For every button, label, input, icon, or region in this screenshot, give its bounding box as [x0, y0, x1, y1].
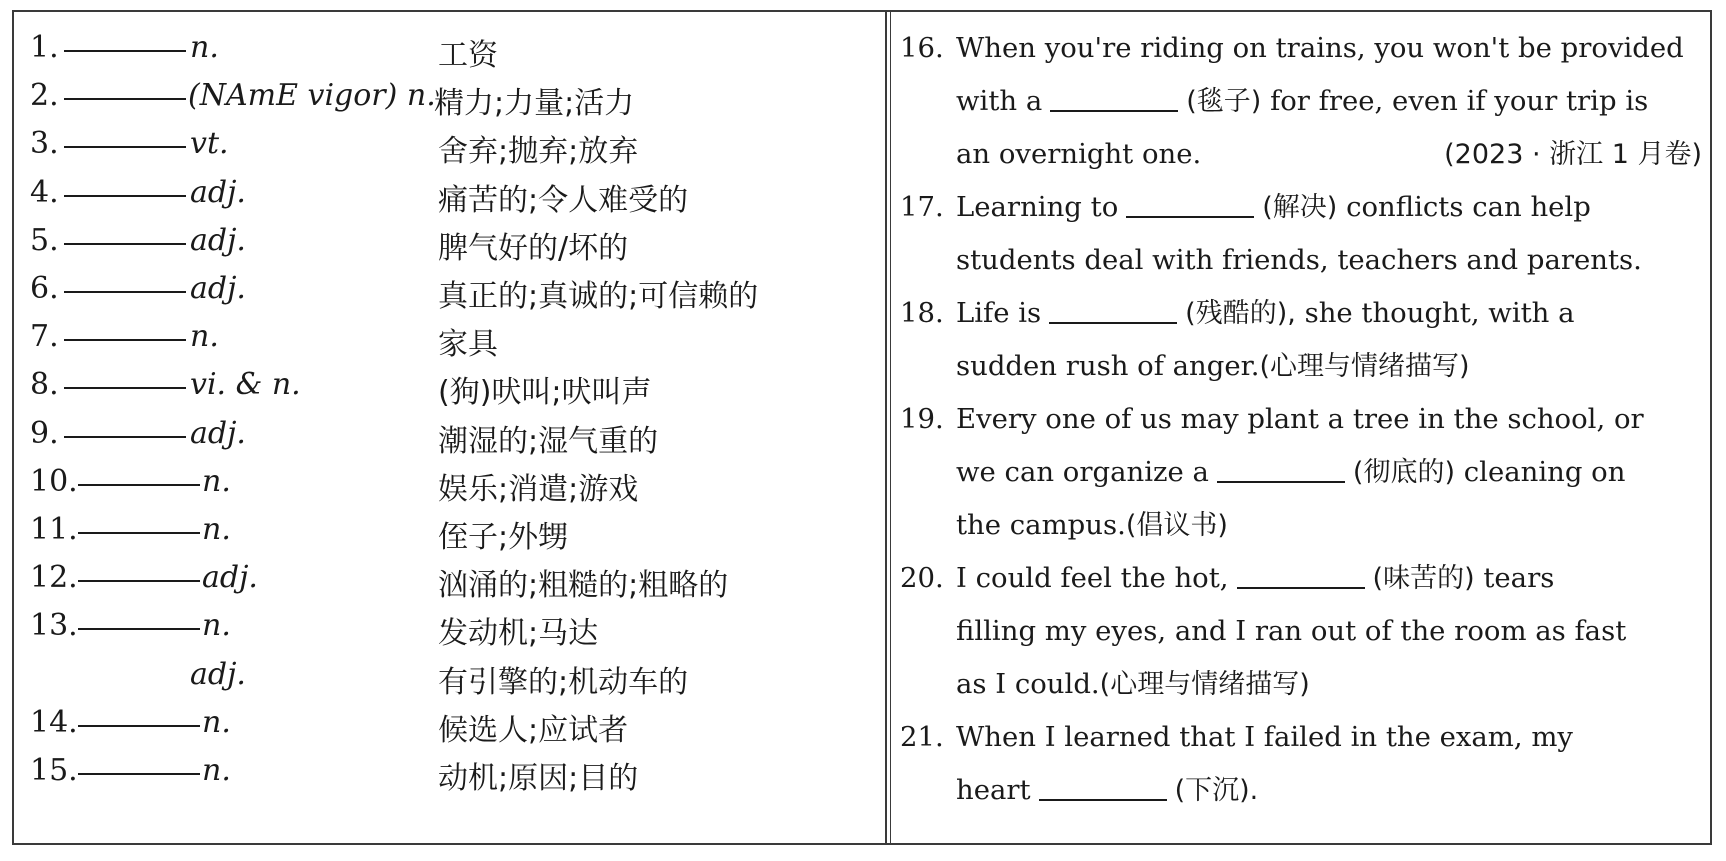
vocab-number: 7. — [30, 319, 59, 355]
vocab-row — [12, 70, 892, 122]
chinese-meaning: 真正的;真诚的;可信赖的 — [438, 279, 759, 314]
question-line — [956, 446, 1710, 499]
category-note: (倡议书) — [1125, 510, 1228, 541]
chinese-meaning: 侄子;外甥 — [438, 520, 569, 555]
chinese-meaning: 工资 — [438, 38, 498, 73]
chinese-meaning: 有引擎的;机动车的 — [438, 664, 689, 700]
chinese-meaning: 汹涌的;粗糙的;粗略的 — [438, 568, 729, 604]
question-number: 16. — [900, 32, 944, 64]
category-note: (心理与情绪描写) — [1259, 351, 1470, 382]
answer-blank[interactable] — [64, 315, 186, 341]
vocab-number: 11. — [30, 512, 78, 547]
vocab-number: 1. — [30, 30, 59, 65]
part-of-speech: adj. — [190, 415, 246, 451]
answer-blank[interactable] — [64, 267, 186, 293]
vocab-number: 8. — [30, 367, 59, 403]
chinese-meaning: 脾气好的/坏的 — [438, 230, 629, 266]
question-20 — [900, 552, 1710, 711]
question-text: she thought, with a — [1304, 297, 1575, 329]
question-text: as I could. — [956, 668, 1100, 700]
vocab-row — [12, 552, 892, 604]
vocab-row — [12, 697, 892, 748]
vocab-number: 15. — [30, 753, 78, 788]
question-text: sudden rush of anger. — [956, 350, 1260, 382]
hint-text: (味苦的) — [1372, 563, 1475, 594]
question-text: for free, even if your trip is — [1270, 85, 1649, 117]
vocab-row — [12, 456, 892, 507]
answer-blank[interactable] — [1126, 192, 1254, 218]
question-line — [956, 287, 1710, 340]
answer-blank[interactable] — [1237, 563, 1365, 589]
question-line — [956, 181, 1710, 234]
part-of-speech: n. — [190, 319, 219, 355]
vocab-number: 9. — [30, 415, 59, 451]
part-of-speech: n. — [190, 30, 219, 65]
vocab-number: 2. — [30, 78, 59, 114]
answer-blank[interactable] — [64, 219, 186, 245]
answer-blank[interactable] — [64, 26, 186, 52]
vocab-row — [12, 22, 892, 73]
vocab-number: 5. — [30, 222, 59, 258]
question-text: heart — [956, 774, 1031, 806]
question-text: conflicts can help — [1346, 191, 1591, 223]
question-line: When I learned that I failed in the exam, my — [956, 721, 1573, 753]
question-line: students deal with friends, teachers and parents. — [956, 244, 1642, 276]
question-text: Life is — [956, 297, 1042, 329]
answer-blank[interactable] — [1039, 775, 1167, 801]
vocab-row — [12, 118, 892, 170]
hint-text: (下沉). — [1174, 775, 1259, 806]
vocab-row — [12, 311, 892, 363]
part-of-speech: adj. — [190, 271, 246, 306]
chinese-meaning: 娱乐;消遣;游戏 — [438, 471, 639, 507]
question-number: 21. — [900, 721, 944, 753]
part-of-speech: adj. — [190, 222, 246, 258]
part-of-speech: adj. — [202, 560, 258, 596]
question-19 — [900, 393, 1710, 552]
question-text: Learning to — [956, 191, 1119, 223]
part-of-speech: vt. — [190, 126, 229, 162]
vocab-number: 3. — [30, 126, 59, 162]
question-text: cleaning on — [1463, 456, 1626, 488]
part-of-speech: n. — [202, 608, 231, 644]
question-text: tears — [1483, 562, 1555, 594]
question-line — [956, 552, 1710, 605]
question-line — [956, 764, 1710, 817]
question-line — [956, 75, 1710, 128]
part-of-speech: adj. — [190, 656, 246, 692]
answer-blank[interactable] — [1050, 86, 1178, 112]
part-of-speech: adj. — [190, 174, 246, 210]
answer-blank[interactable] — [78, 749, 200, 775]
answer-blank[interactable] — [78, 604, 200, 630]
vocab-number: 13. — [30, 608, 78, 644]
question-line — [956, 658, 1710, 711]
chinese-meaning: 痛苦的;令人难受的 — [438, 182, 689, 218]
hint-text: (残酷的), — [1185, 298, 1296, 329]
part-of-speech: n. — [202, 463, 231, 499]
vocab-row — [12, 600, 892, 652]
answer-blank[interactable] — [78, 701, 200, 727]
source-note: (2023 · 浙江 1 月卷) — [1444, 139, 1702, 170]
answer-blank[interactable] — [64, 122, 186, 148]
question-number: 20. — [900, 562, 944, 594]
sentence-column — [900, 22, 1710, 817]
question-number: 19. — [900, 403, 944, 435]
question-line: Every one of us may plant a tree in the school, or — [956, 403, 1644, 435]
vocab-number: 4. — [30, 174, 59, 210]
answer-blank[interactable] — [1217, 457, 1345, 483]
category-note: (心理与情绪描写) — [1099, 669, 1310, 700]
chinese-meaning: 候选人;应试者 — [438, 712, 629, 748]
answer-blank[interactable] — [64, 363, 186, 389]
vocab-row — [12, 359, 892, 411]
question-18 — [900, 287, 1710, 393]
question-line: filling my eyes, and I ran out of the room as fast — [956, 615, 1627, 647]
question-line — [956, 128, 1710, 181]
chinese-meaning: (狗)吠叫;吠叫声 — [438, 375, 652, 411]
question-17 — [900, 181, 1710, 287]
answer-blank[interactable] — [78, 556, 200, 582]
vocab-row — [12, 263, 892, 314]
vocab-row — [12, 649, 892, 700]
vocab-row — [12, 408, 892, 459]
hint-text: (解决) — [1262, 192, 1338, 223]
vocab-number: 6. — [30, 271, 59, 306]
question-text: an overnight one. — [956, 138, 1202, 170]
question-line: When you're riding on trains, you won't be provided — [956, 32, 1684, 64]
question-text: the campus. — [956, 509, 1126, 541]
question-16 — [900, 22, 1710, 181]
vocab-row — [12, 504, 892, 555]
chinese-meaning: 潮湿的;湿气重的 — [438, 423, 659, 459]
chinese-meaning: 家具 — [438, 327, 498, 363]
vocab-number: 14. — [30, 704, 78, 740]
question-number: 18. — [900, 297, 944, 329]
question-line — [956, 499, 1710, 552]
question-text: I could feel the hot, — [956, 562, 1229, 594]
question-number: 17. — [900, 191, 944, 223]
vocab-row — [12, 167, 892, 218]
part-of-speech: (NAmE vigor) n. — [188, 78, 436, 114]
question-text: with a — [956, 85, 1043, 117]
chinese-meaning: 发动机;马达 — [438, 616, 599, 652]
vocab-column — [12, 22, 892, 842]
question-text: we can organize a — [956, 456, 1209, 488]
part-of-speech: n. — [202, 512, 231, 547]
question-line — [956, 340, 1710, 393]
vocab-number: 12. — [30, 560, 78, 596]
vocab-row — [12, 745, 892, 796]
part-of-speech: n. — [202, 753, 231, 788]
answer-blank[interactable] — [1049, 298, 1177, 324]
question-21 — [900, 711, 1710, 817]
hint-text: (毯子) — [1186, 86, 1262, 117]
chinese-meaning: 舍弃;抛弃;放弃 — [438, 134, 639, 170]
answer-blank[interactable] — [64, 412, 186, 438]
answer-blank[interactable] — [78, 508, 200, 534]
part-of-speech: vi. & n. — [190, 367, 301, 403]
hint-text: (彻底的) — [1352, 457, 1455, 488]
chinese-meaning: 动机;原因;目的 — [438, 761, 639, 796]
answer-blank[interactable] — [78, 460, 200, 486]
vocab-number: 10. — [30, 463, 78, 499]
answer-blank[interactable] — [64, 74, 186, 100]
vocab-row — [12, 215, 892, 266]
answer-blank[interactable] — [64, 171, 186, 197]
chinese-meaning: 精力;力量;活力 — [434, 86, 635, 122]
part-of-speech: n. — [202, 704, 231, 740]
